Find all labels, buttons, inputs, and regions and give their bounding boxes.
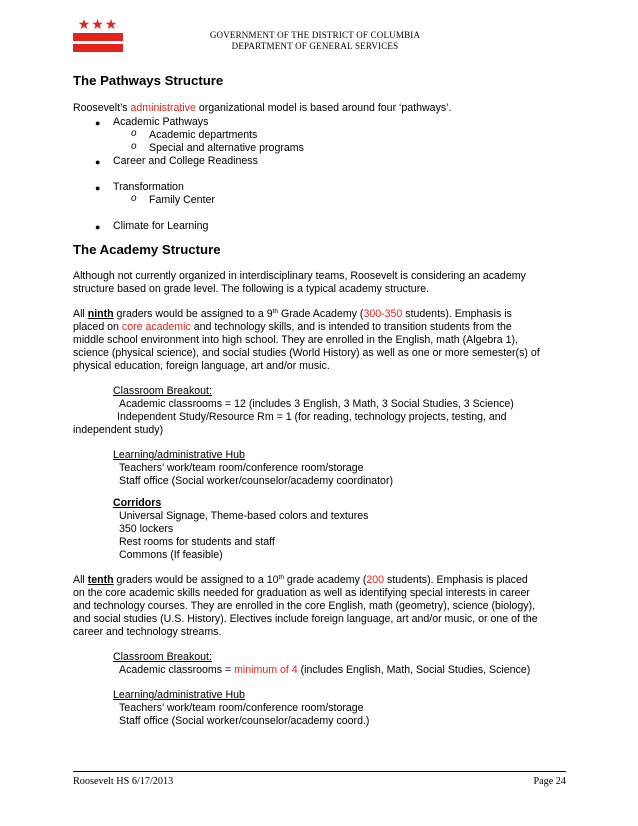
core-academic-highlight: core academic [121,321,191,333]
tenth-hub-line: Staff office (Social worker/counselor/academy coord.) [119,715,370,727]
tenth-hub-title: Learning/administrative Hub [113,689,245,701]
ninth-paragraph-line-1 [73,308,512,321]
bullet-icon: ● [95,183,101,193]
tenth-student-count: 200 [366,574,385,586]
corridor-line: Rest rooms for students and staff [119,536,275,548]
pathway-subitem: Family Center [149,194,215,206]
page-number: Page 24 [533,776,566,787]
tenth-paragraph-line: and social studies (U.S. History). Electives include foreign language, art and/or music, or one of the [73,613,538,625]
pathways-intro-post: organizational model is based around four ‘pathways’. [195,102,452,114]
text-run: graders would be assigned to a 9 [113,308,273,320]
tenth-paragraph-line: and technology courses. They are enrolled in the core English, math (geometry), science (biology), [73,600,536,612]
text-run: Grade Academy ( [278,308,364,320]
text-run: placed on [73,321,122,333]
pathway-item: Academic Pathways [113,116,209,128]
tenth-keyword: tenth [87,574,114,586]
corridor-line: Universal Signage, Theme-based colors and textures [119,510,369,522]
ninth-keyword: ninth [87,308,114,320]
pathways-intro-highlight: administrative [130,102,196,114]
sub-bullet-icon: o [131,141,137,152]
text-run: Academic classrooms = [119,664,235,676]
footer-left: Roosevelt HS 6/17/2013 [73,776,174,787]
tenth-paragraph-line: on the core academic skills needed for graduation as well as identifying special interests in career [73,587,530,599]
flag-bar-bottom [73,44,123,52]
ninth-classroom-title: Classroom Breakout: [113,385,212,397]
text-run: students). Emphasis is placed [384,574,528,586]
pathways-heading: The Pathways Structure [73,73,224,88]
ninth-paragraph-line: science (physical science), and social studies (World History) as well as one or more semester(s) of [73,347,540,359]
text-run: graders would be assigned to a 10 [113,574,279,586]
bullet-icon: ● [95,222,101,232]
corridor-line: 350 lockers [119,523,174,535]
agency-title [150,30,480,52]
sub-bullet-icon: o [131,128,137,139]
bullet-icon: ● [95,118,101,128]
tenth-paragraph-line: career and technology streams. [73,626,222,638]
tenth-hub-line: Teachers’ work/team room/conference room/storage [119,702,364,714]
academy-intro-line: structure based on grade level. The following is a typical academy structure. [73,283,430,295]
text-run: All [73,574,88,586]
pathways-intro-pre: Roosevelt’s [73,102,131,114]
pathway-item: Career and College Readiness [113,155,258,167]
footer-divider [73,771,566,772]
tenth-classroom-line [119,664,530,677]
flag-stars: ★★★ [77,17,119,33]
tenth-classroom-title: Classroom Breakout: [113,651,212,663]
text-run: students). Emphasis is [402,308,512,320]
tenth-paragraph-line-1 [73,574,528,587]
pathway-subitem: Academic departments [149,129,258,141]
pathway-item: Climate for Learning [113,220,209,232]
flag-bar-top [73,33,123,41]
agency-line-1: GOVERNMENT OF THE DISTRICT OF COLUMBIA [209,30,421,40]
ninth-student-count: 300-350 [363,308,403,320]
academy-heading: The Academy Structure [73,242,221,257]
ninth-classroom-wrap: independent study) [73,424,164,436]
ninth-paragraph-line-2 [73,321,512,334]
pathway-item: Transformation [113,181,184,193]
ninth-paragraph-line: physical education, foreign language, art and/or music. [73,360,330,372]
text-run: and technology skills, and is intended to transition students from the [190,321,512,333]
ninth-classroom-line: Independent Study/Resource Rm = 1 (for reading, technology projects, testing, and [117,411,507,423]
bullet-icon: ● [95,157,101,167]
ordinal-suffix: th [272,308,279,315]
ordinal-suffix: th [278,574,284,581]
corridors-title: Corridors [113,497,162,509]
ninth-paragraph-line: middle school environment into high school. They are enrolled in the English, math (Algebra 1), [73,334,518,346]
pathway-subitem: Special and alternative programs [149,142,304,154]
text-run: (includes English, Math, Social Studies, Science) [297,664,531,676]
ninth-hub-line: Teachers’ work/team room/conference room/storage [119,462,364,474]
pathways-intro [73,102,451,115]
ninth-classroom-line: Academic classrooms = 12 (includes 3 English, 3 Math, 3 Social Studies, 3 Science) [119,398,514,410]
ninth-hub-title: Learning/administrative Hub [113,449,245,461]
ninth-hub-line: Staff office (Social worker/counselor/academy coordinator) [119,475,393,487]
text-run: grade academy ( [283,574,367,586]
agency-line-2: DEPARTMENT OF GENERAL SERVICES [231,41,399,51]
dc-flag-logo [73,16,123,54]
sub-bullet-icon: o [131,193,137,204]
corridor-line: Commons (If feasible) [119,549,223,561]
academy-intro-line: Although not currently organized in interdisciplinary teams, Roosevelt is considering an academy [73,270,526,282]
text-run: All [73,308,88,320]
minimum-classrooms-highlight: minimum of 4 [234,664,298,676]
